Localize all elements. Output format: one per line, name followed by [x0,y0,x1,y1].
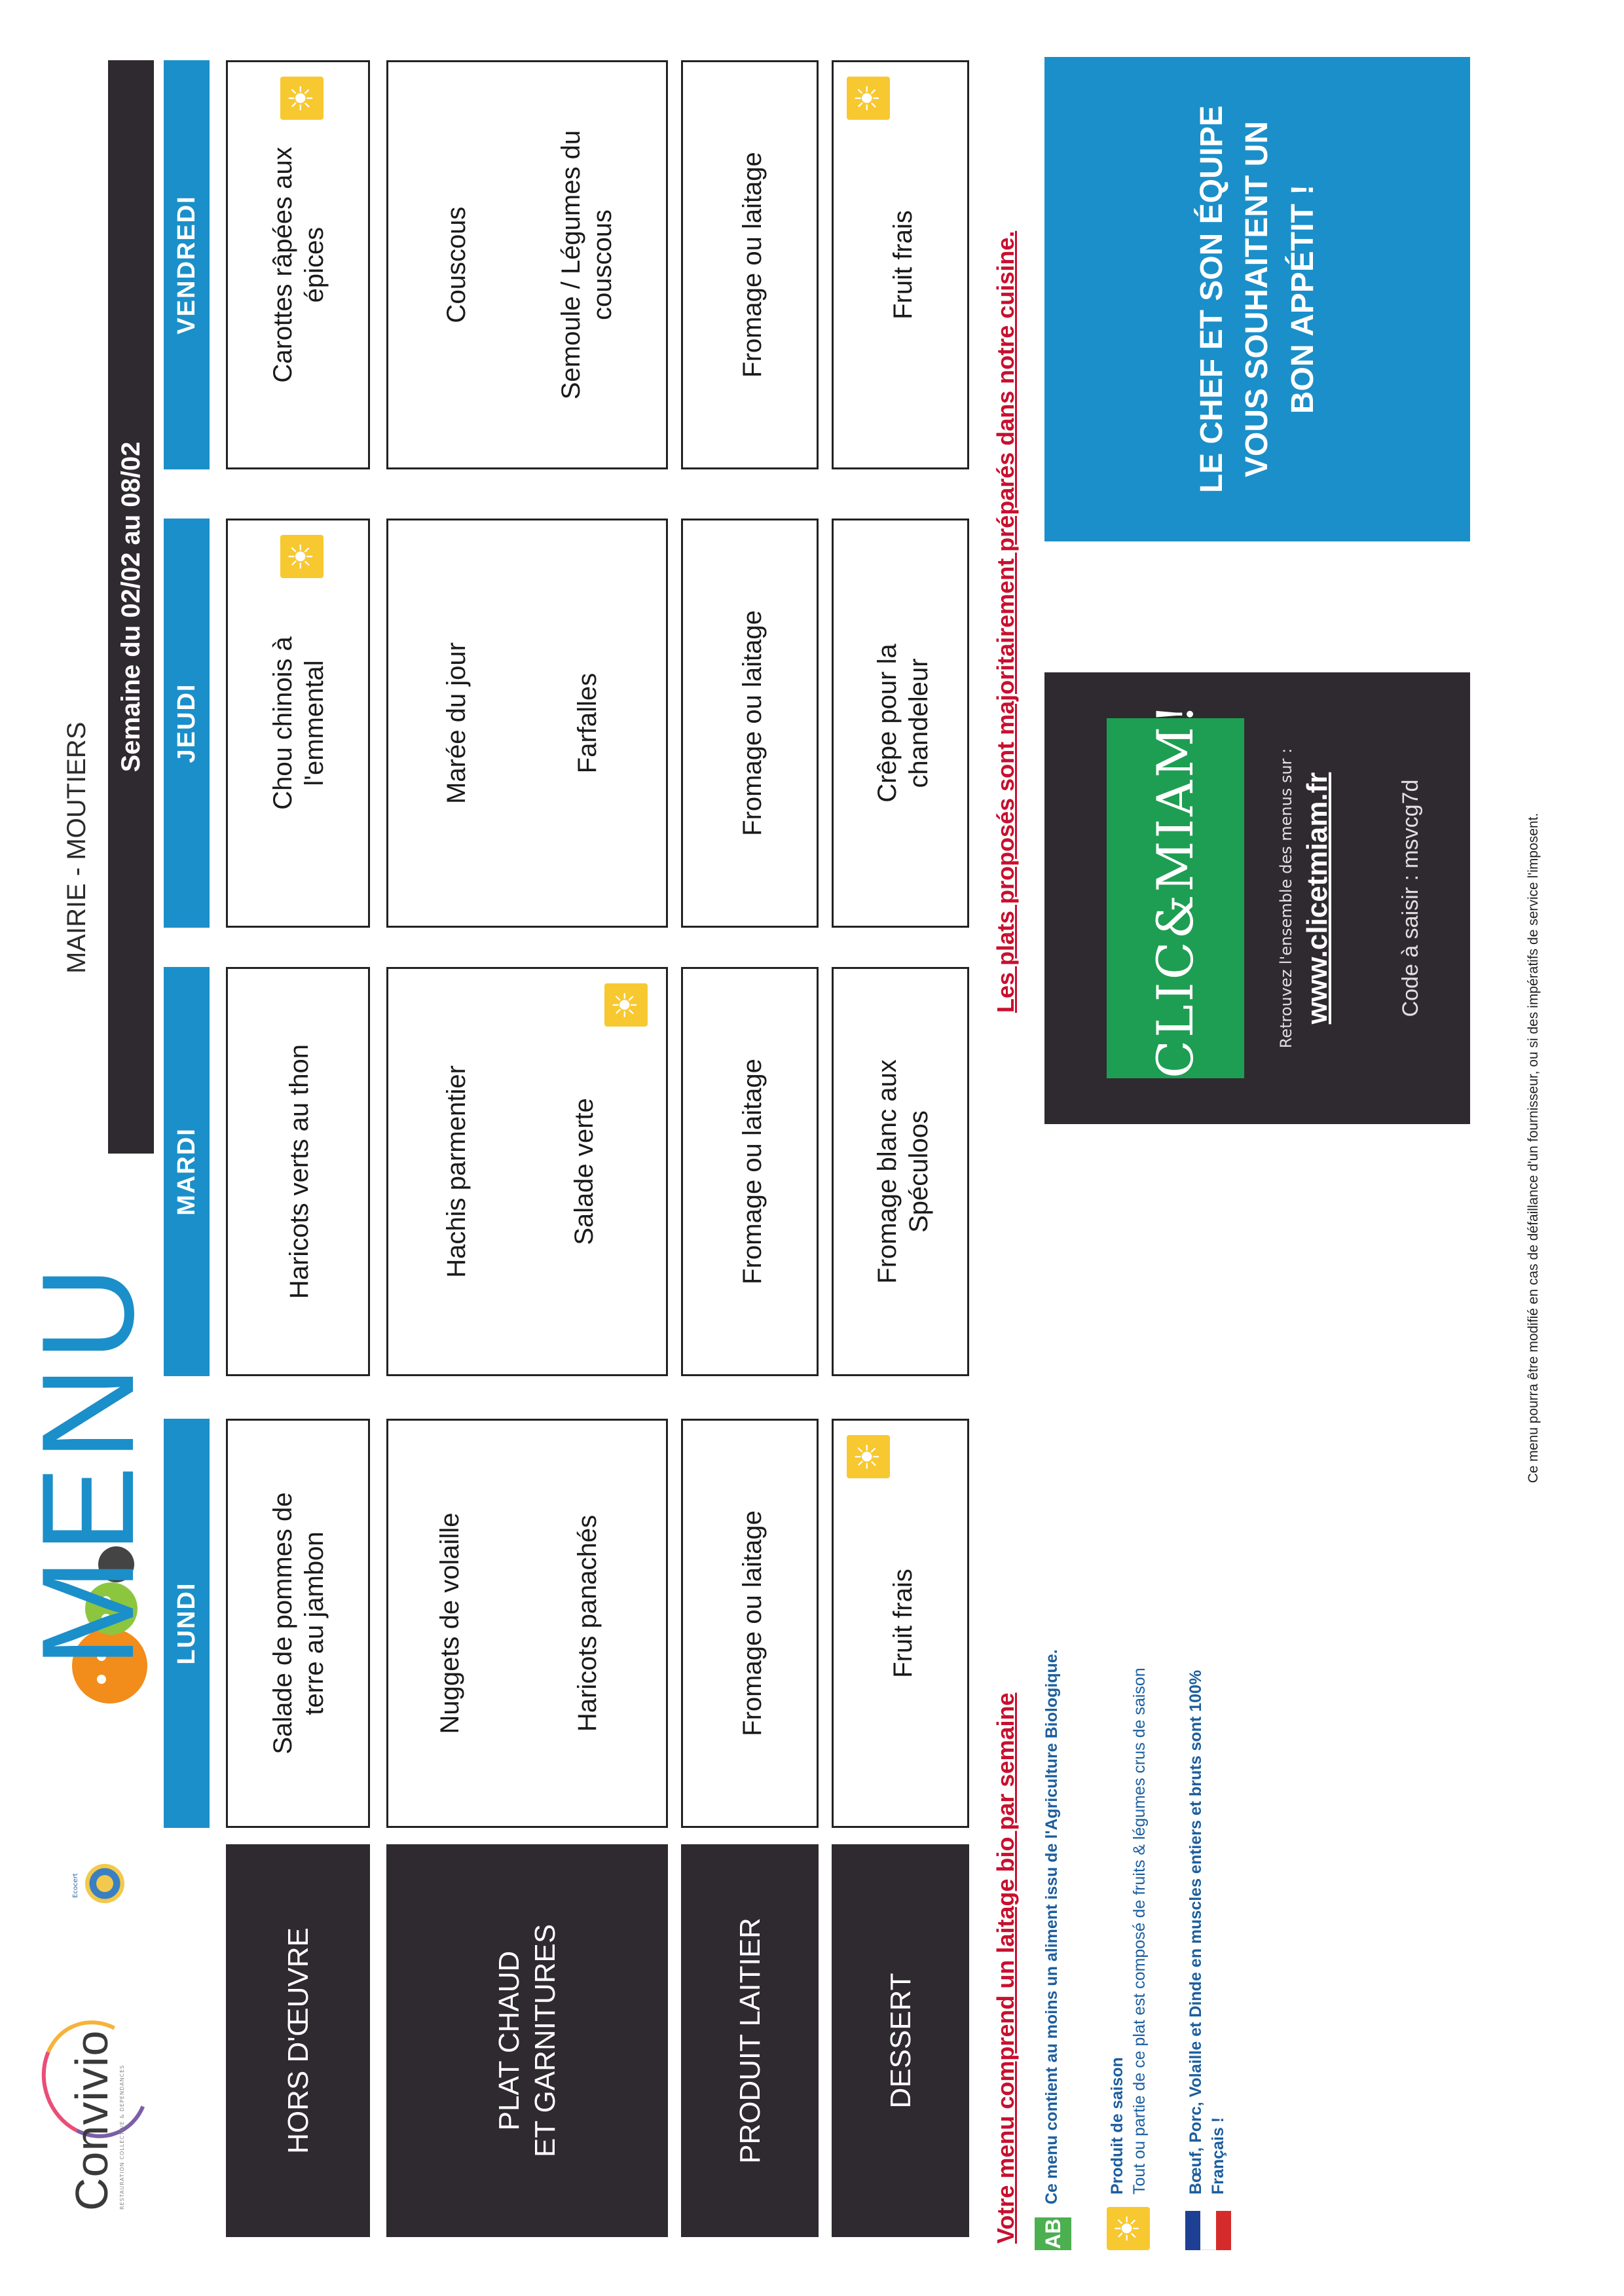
sun-icon [847,77,890,120]
legend-france-line2: Français ! [1209,2117,1227,2195]
sun-icon [1107,2207,1150,2250]
dish-main: Marée du jour [442,642,471,804]
ab-logo-icon: AB [1035,2217,1071,2250]
category-label: ET GARNITURES [529,1923,561,2158]
cell-mardi-hors-doeuvre [226,967,370,1376]
legend-france-line1: Bœuf, Porc, Volaille et Dinde en muscles entiers et bruts sont 100% [1187,1669,1205,2195]
category-dessert [832,1844,969,2237]
legend-bio-text: Ce menu contient au moins un aliment issu de l'Agriculture Biologique. [1043,1649,1061,2204]
sun-icon [280,77,323,120]
category-label: PRODUIT LAITIER [733,1918,766,2164]
dish-main: Nuggets de volaille [435,1512,464,1734]
dish-side: Salade verte [570,1098,599,1245]
dish-dairy: Fromage ou laitage [738,610,767,836]
dish-dairy: Fromage ou laitage [738,152,767,378]
cell-mardi-dessert [832,967,969,1376]
cell-jeudi-dessert [832,519,969,928]
dish-line: Salade de pommes de [268,1492,297,1755]
dish-main: Couscous [442,206,471,323]
cell-jeudi-hors-doeuvre [226,519,370,928]
legend-season [1107,1203,1153,2250]
dish-line: Chou chinois à [268,636,297,810]
week-label: Semaine du 02/02 au 08/02 [117,441,145,773]
dish-line: terre au jambon [300,1531,329,1715]
brand-tagline: RESTAURATION COLLECTIVE & DEPENDANCES [119,2064,125,2210]
legend-season-title: Produit de saison [1108,2057,1126,2195]
clicetmiam-link[interactable]: www.clicetmiam.fr [1301,772,1333,1025]
dish-dairy: Fromage ou laitage [738,1510,767,1736]
day-header-mardi: MARDI [164,967,210,1376]
category-label: HORS D'ŒUVRE [282,1927,314,2154]
cell-lundi-dessert [832,1419,969,1828]
dish-dessert: Fruit frais [889,210,917,319]
legend-france [1185,1203,1238,2250]
clicetmiam-panel [1044,672,1470,1124]
cell-lundi-plat [386,1419,668,1828]
category-label: DESSERT [884,1973,917,2109]
dish-main: Hachis parmentier [442,1065,471,1278]
dish-side: Farfalles [573,672,602,774]
day-header-jeudi: JEUDI [164,519,210,928]
cell-lundi-hors-doeuvre [226,1419,370,1828]
sun-icon [280,535,323,578]
cell-vendredi-plat [386,60,668,469]
cell-vendredi-laitier [681,60,819,469]
cell-mardi-plat [386,967,668,1376]
category-label: PLAT CHAUD [493,1950,525,2131]
clicetmiam-intro: Retrouvez l'ensemble des menus sur : [1277,748,1295,1049]
cell-jeudi-plat [386,519,668,928]
dish-line: Semoule / Légumes du [557,130,585,400]
convivio-logo [46,2030,144,2237]
note-cuisine: Les plats proposés sont majoritairement préparés dans notre cuisine. [992,230,1019,1013]
cell-jeudi-laitier [681,519,819,928]
cell-vendredi-hors-doeuvre [226,60,370,469]
cell-lundi-laitier [681,1419,819,1828]
dish-line: Haricots verts au thon [285,1044,314,1300]
brand-name: Convivio [66,2030,117,2211]
dish-dairy: Fromage ou laitage [738,1059,767,1285]
seal-label: Ecocert [72,1873,79,1898]
note-bio: Votre menu comprend un laitage bio par semaine [992,1692,1019,2244]
dish-line: l'emmental [300,660,329,786]
location-title: MAIRIE - MOUTIERS [62,721,91,974]
dish-side: Haricots panachés [573,1514,602,1732]
menu-title: MENU [15,1261,161,1667]
category-plat-chaud [386,1844,668,2237]
dish-line: Carottes râpées aux [268,147,297,383]
category-produit-laitier [681,1844,819,2237]
cell-vendredi-dessert [832,60,969,469]
dish-line: Spéculoos [904,1110,933,1233]
legend-season-text: Tout ou partie de ce plat est composé de fruits & légumes crus de saison [1130,1667,1149,2195]
category-hors-doeuvre [226,1844,370,2237]
dish-line: Crêpe pour la [873,644,902,803]
chef-message-panel [1044,57,1470,541]
legend-bio [1035,1203,1074,2250]
sun-icon [604,983,648,1027]
french-flag-icon [1185,2211,1231,2250]
chef-line: LE CHEF ET SON ÉQUIPE [1194,105,1229,494]
day-header-lundi: LUNDI [164,1419,210,1828]
dish-dessert: Fruit frais [889,1569,917,1678]
cell-mardi-laitier [681,967,819,1376]
disclaimer: Ce menu pourra être modifié en cas de défaillance d'un fournisseur, ou si des impératifs de service l'imposent. [1526,812,1541,1484]
chef-line: BON APPÉTIT ! [1285,184,1320,414]
sun-icon [847,1435,890,1478]
dish-line: chandeleur [904,658,933,788]
day-header-vendredi: VENDREDI [164,60,210,469]
dish-line: Fromage blanc aux [873,1059,902,1284]
ecocert-seal-icon [85,1864,124,1903]
chef-line: VOUS SOUHAITENT UN [1240,121,1275,478]
dish-line: couscous [588,210,617,320]
week-banner [108,60,154,1154]
clicetmiam-logo: CLIC&MIAM! [1107,718,1244,1078]
dish-line: épices [300,227,329,303]
clicetmiam-code: Code à saisir : msvcg7d [1398,779,1423,1017]
